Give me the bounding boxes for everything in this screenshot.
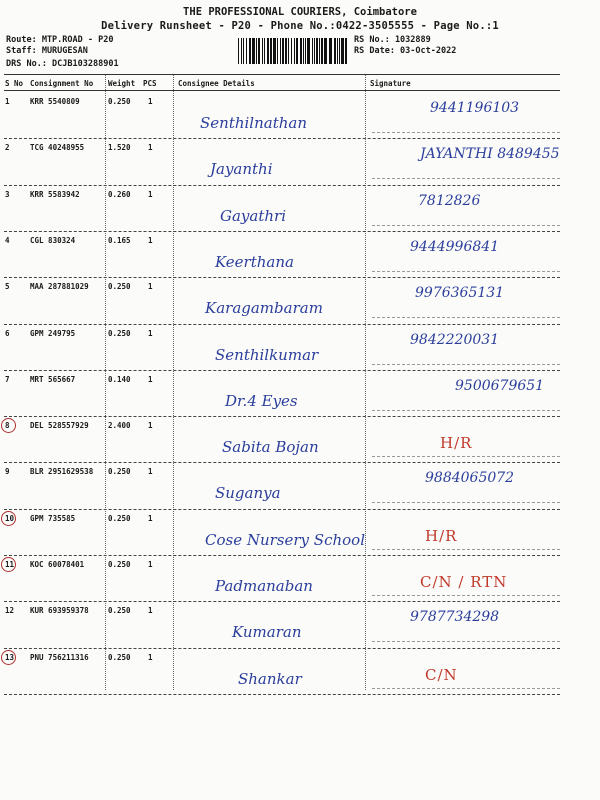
row-consignment: MRT 565667 (30, 374, 76, 384)
runsheet-subtitle: Delivery Runsheet - P20 - Phone No.:0422-3505555 - Page No.:1 (101, 20, 499, 32)
column-divider (173, 75, 174, 690)
row-pcs: 1 (148, 606, 153, 616)
row-consignee-handwritten: Senthilkumar (215, 345, 319, 364)
col-consignee: Consignee Details (178, 79, 255, 88)
header-bottom-rule (4, 90, 560, 91)
column-divider (105, 75, 106, 690)
row-sno: 9 (5, 467, 10, 477)
row-signature-handwritten: JAYANTHI 8489455 (420, 146, 560, 163)
signature-line (372, 364, 560, 365)
row-weight: 0.260 (108, 189, 131, 199)
row-weight: 1.520 (108, 143, 131, 153)
row-sno: 12 (5, 606, 15, 616)
row-consignment: TCG 40248955 (30, 143, 85, 153)
row-consignment: BLR 2951629538 (30, 467, 94, 477)
row-weight: 0.250 (108, 328, 131, 338)
row-pcs: 1 (148, 560, 153, 569)
signature-line (372, 595, 560, 596)
row-divider (4, 324, 560, 325)
row-consignment: KRR 5540809 (30, 97, 80, 106)
row-pcs: 1 (148, 513, 153, 523)
row-weight: 0.250 (108, 97, 131, 106)
row-sno: 7 (5, 374, 10, 384)
row-pcs: 1 (148, 328, 153, 338)
row-signature-handwritten: C/N (425, 665, 458, 684)
rs-date: RS Date: 03-Oct-2022 (354, 46, 457, 56)
barcode (238, 38, 348, 64)
row-weight: 2.400 (108, 421, 131, 431)
signature-line (372, 132, 560, 133)
row-sno: 4 (5, 235, 10, 245)
row-weight: 0.250 (108, 606, 131, 616)
row-sno: 6 (5, 328, 10, 338)
row-divider (4, 185, 560, 186)
row-weight: 0.140 (108, 374, 131, 384)
row-divider (4, 138, 560, 139)
col-pcs: PCS (143, 79, 157, 88)
signature-line (372, 225, 560, 226)
row-weight: 0.250 (108, 652, 131, 662)
row-pcs: 1 (148, 97, 153, 106)
row-consignee-handwritten: Senthilnathan (200, 114, 307, 132)
col-signature: Signature (370, 79, 411, 88)
row-consignee-handwritten: Jayanthi (210, 160, 273, 179)
signature-line (372, 641, 560, 642)
route-label: Route: MTP.ROAD - P20 (6, 35, 114, 45)
row-pcs: 1 (148, 374, 153, 384)
row-consignee-handwritten: Dr.4 Eyes (225, 391, 298, 410)
row-signature-handwritten: 9787734298 (410, 609, 500, 626)
staff-label: Staff: MURUGESAN (6, 46, 88, 56)
row-divider (4, 694, 560, 695)
col-sno: S No (5, 79, 24, 88)
row-consignee-handwritten: Keerthana (215, 252, 294, 271)
row-signature-handwritten: 9500679651 (455, 377, 545, 394)
row-divider (4, 370, 560, 371)
signature-line (372, 549, 560, 550)
row-sno: 10 (5, 513, 15, 523)
row-signature-handwritten: H/R (425, 526, 458, 545)
row-divider (4, 555, 560, 556)
row-consignment: DEL 528557929 (30, 421, 89, 431)
row-consignment: CGL 830324 (30, 235, 76, 245)
row-weight: 0.250 (108, 560, 131, 569)
row-divider (4, 462, 560, 463)
row-number-circle (1, 511, 16, 526)
row-pcs: 1 (148, 652, 153, 662)
signature-line (372, 502, 560, 503)
row-consignment: KRR 5583942 (30, 189, 80, 199)
row-divider (4, 648, 560, 649)
row-pcs: 1 (148, 143, 153, 153)
row-pcs: 1 (148, 421, 153, 431)
row-consignee-handwritten: Karagambaram (205, 299, 323, 318)
row-consignment: KUR 693959378 (30, 606, 89, 616)
runsheet-title: THE PROFESSIONAL COURIERS, Coimbatore (183, 6, 417, 18)
row-signature-handwritten: C/N / RTN (420, 573, 508, 591)
row-number-circle (1, 418, 16, 433)
signature-line (372, 410, 560, 411)
row-signature-handwritten: 7812826 (418, 192, 481, 209)
row-pcs: 1 (148, 235, 153, 245)
col-weight: Weight (108, 79, 136, 88)
row-divider (4, 277, 560, 278)
row-number-circle (1, 557, 16, 572)
row-pcs: 1 (148, 282, 153, 292)
row-weight: 0.250 (108, 467, 131, 477)
row-consignee-handwritten: Sabita Bojan (222, 438, 319, 457)
row-sno: 5 (5, 282, 10, 292)
signature-line (372, 317, 560, 318)
row-weight: 0.165 (108, 235, 131, 245)
row-divider (4, 231, 560, 232)
row-consignment: PNU 756211316 (30, 652, 89, 662)
row-signature-handwritten: 9884065072 (425, 470, 515, 487)
header-top-rule (4, 74, 560, 75)
row-sno: 13 (5, 652, 15, 662)
signature-line (372, 271, 560, 272)
signature-line (372, 688, 560, 689)
row-consignee-handwritten: Shankar (238, 669, 302, 688)
row-weight: 0.250 (108, 513, 131, 523)
row-sno: 3 (5, 189, 10, 199)
row-consignment: GPM 249795 (30, 328, 76, 338)
row-consignment: KOC 60078401 (30, 560, 85, 569)
row-consignment: MAA 287881029 (30, 282, 89, 292)
row-consignee-handwritten: Suganya (215, 484, 281, 503)
row-signature-handwritten: 9441196103 (430, 100, 520, 116)
row-divider (4, 509, 560, 510)
drs-number: DRS No.: DCJB103288901 (6, 59, 119, 69)
rs-number: RS No.: 1032889 (354, 35, 431, 45)
row-divider (4, 416, 560, 417)
row-pcs: 1 (148, 189, 153, 199)
row-consignee-handwritten: Cose Nursery School (205, 530, 365, 549)
row-signature-handwritten: 9842220031 (410, 331, 500, 348)
row-sno: 2 (5, 143, 10, 153)
row-number-circle (1, 650, 16, 665)
row-consignee-handwritten: Padmanaban (215, 577, 313, 595)
row-signature-handwritten: 9444996841 (410, 238, 500, 255)
col-consignment: Consignment No (30, 79, 94, 88)
row-sno: 8 (5, 421, 10, 431)
row-divider (4, 601, 560, 602)
signature-line (372, 178, 560, 179)
row-consignment: GPM 735585 (30, 513, 76, 523)
row-weight: 0.250 (108, 282, 131, 292)
row-signature-handwritten: H/R (440, 434, 473, 453)
column-divider (365, 75, 366, 690)
row-consignee-handwritten: Gayathri (220, 206, 286, 225)
row-pcs: 1 (148, 467, 153, 477)
row-signature-handwritten: 9976365131 (415, 285, 505, 302)
signature-line (372, 456, 560, 457)
row-consignee-handwritten: Kumaran (232, 623, 302, 642)
row-sno: 11 (5, 560, 15, 569)
row-sno: 1 (5, 97, 10, 106)
